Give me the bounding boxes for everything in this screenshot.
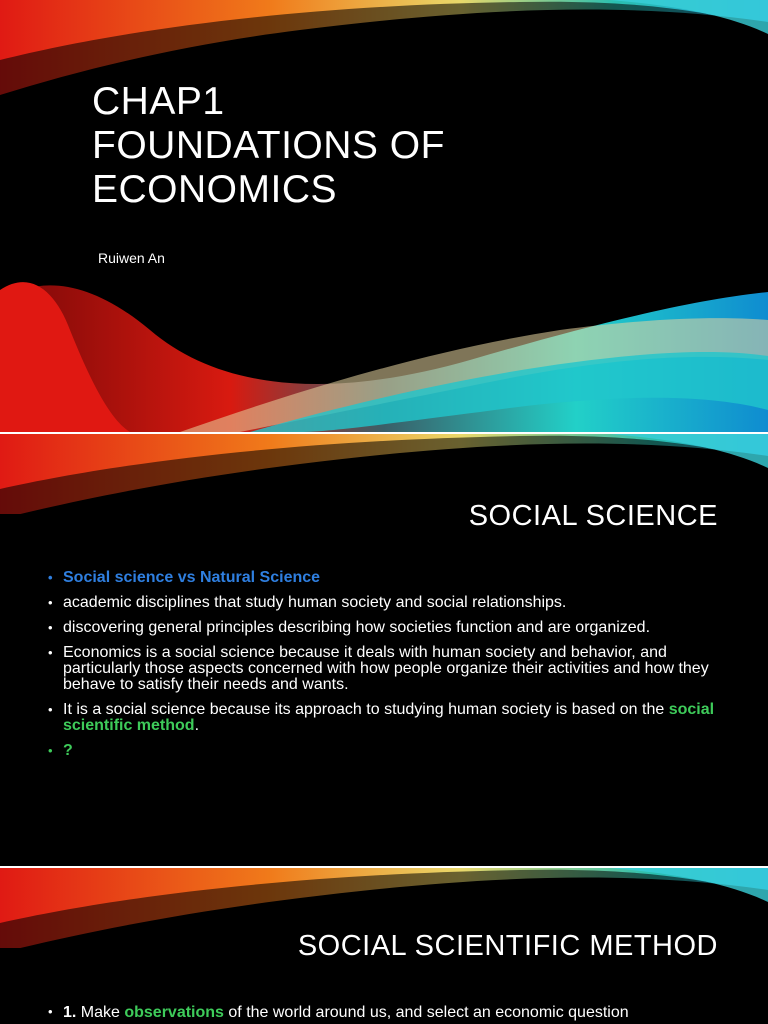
highlight-term: observations <box>124 1004 224 1021</box>
bullet-item: • Economics is a social science because it deals with human society and behavior, and particularly those aspects concerned with how people organize their activities and how they behave to satisfy their needs and wants. <box>48 645 728 693</box>
swoosh-decoration <box>0 0 768 432</box>
bullet-list <box>48 570 728 768</box>
author-name: Ruiwen An <box>98 250 165 266</box>
slide-heading: SOCIAL SCIENCE <box>468 500 718 532</box>
question-mark: ? <box>63 742 73 759</box>
bullet-item <box>48 1004 748 1022</box>
title-line: CHAP1 <box>92 80 225 123</box>
bullet-item: • Social science vs Natural Science <box>48 570 728 586</box>
title-line: FOUNDATIONS OF <box>92 124 445 167</box>
title-line: ECONOMICS <box>92 168 338 211</box>
bullet-item <box>48 743 728 759</box>
bullet-text: of the world around us, and select an economic question <box>223 1004 629 1021</box>
bullet-item: • discovering general principles describing how societies function and are organized. <box>48 620 728 636</box>
bullet-text: It is a social science because its approach to studying human society is based on the <box>63 701 669 718</box>
bullet-list <box>48 1004 748 1022</box>
slide-social-science <box>0 434 768 866</box>
slide-title-heading <box>92 80 445 212</box>
bullet-text: . <box>194 717 200 734</box>
step-number: 1. <box>63 1004 77 1021</box>
highlight-term: social scientific method <box>63 701 715 734</box>
bullet-item: • academic disciplines that study human society and social relationships. <box>48 595 728 611</box>
slide-social-scientific-method <box>0 868 768 1024</box>
slide-heading: SOCIAL SCIENTIFIC METHOD <box>297 930 718 962</box>
slide-title <box>0 0 768 432</box>
bullet-text: Make <box>76 1004 125 1021</box>
bullet-item <box>48 702 728 734</box>
